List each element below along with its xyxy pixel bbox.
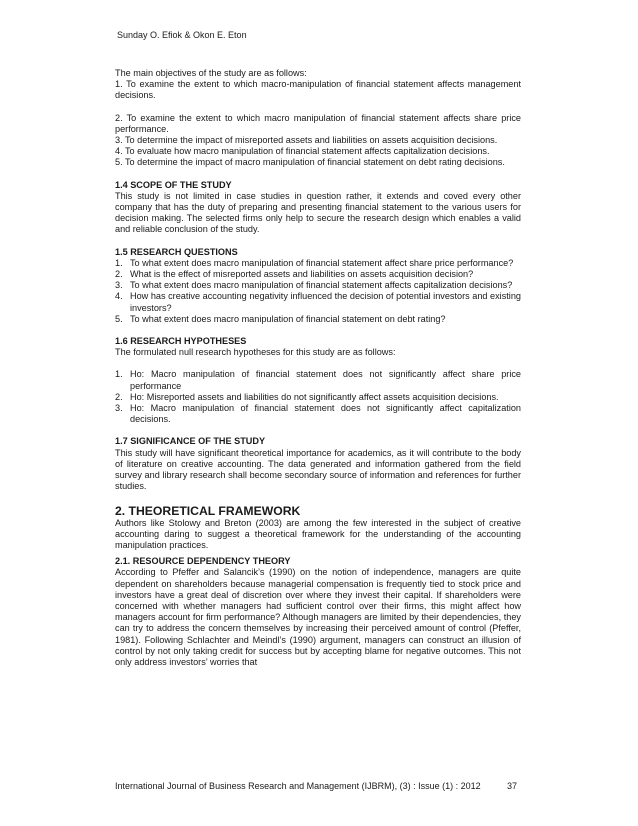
list-item-text: To what extent does macro manipulation of financial statement on debt rating?: [130, 313, 446, 324]
resource-text: According to Pfeffer and Salancik’s (1990) on the notion of independence, managers are quite dependent on shareholders because managerial compensation is frequently tied to stock price and investors have a great deal of discretion over where they invest their capital. If shareholders were concerned with whether managers had sufficient control over their firms, this might affect how managers account for firm performance? Although managers are limited by their dependencies, they can try to address the concern themselves by increasing their perceived amount of control (Pfeffer, 1981). Following Schlachter and Meindl’s (1990) argument, managers can construct an illusion of control by not only taking credit for success but by accepting blame for negative outcomes. This not only address investors’ worries that: [115, 567, 521, 667]
list-item-text: Ho: Misreported assets and liabilities do not significantly affect assets acquisition decisions.: [130, 391, 499, 402]
list-number: 2.: [115, 269, 123, 280]
list-number: 1.: [115, 369, 123, 380]
list-item: [115, 369, 521, 391]
hypotheses-heading: 1.6 RESEARCH HYPOTHESES: [115, 336, 247, 347]
hypotheses-intro: The formulated null research hypotheses for this study are as follows:: [115, 347, 396, 358]
objective-4: 4. To evaluate how macro manipulation of financial statement affects capitalization decisions.: [115, 146, 490, 157]
list-item: [115, 314, 521, 325]
significance-text: This study will have significant theoretical importance for academics, as it will contribute to the body of literature on creative accounting. The data generated and information gathered from the field survey and library research shall become secondary source of information and references for further studies.: [115, 447, 521, 492]
list-item: [115, 269, 521, 280]
list-item-text: Ho: Macro manipulation of financial statement does not significantly affect share price performance: [130, 369, 521, 391]
objective-1: 1. To examine the extent to which macro-manipulation of financial statement affects management decisions.: [115, 79, 521, 101]
significance-heading: 1.7 SIGNIFICANCE OF THE STUDY: [115, 436, 266, 447]
list-number: 1.: [115, 257, 123, 268]
list-item-text: Ho: Macro manipulation of financial statement does not significantly affect capitalization decisions.: [130, 403, 521, 425]
running-header: Sunday O. Efiok & Okon E. Eton: [117, 30, 247, 40]
questions-list: [115, 258, 521, 325]
page-number: 37: [506, 781, 517, 791]
list-item-text: How has creative accounting negativity influenced the decision of potential investors and existing investors?: [130, 291, 521, 313]
list-number: 2.: [115, 391, 123, 402]
objective-5: 5. To determine the impact of macro manipulation of financial statement on debt rating decisions.: [115, 157, 505, 168]
list-item-text: What is the effect of misreported assets and liabilities on assets acquisition decision?: [130, 269, 474, 280]
resource-heading: 2.1. RESOURCE DEPENDENCY THEORY: [115, 556, 291, 567]
list-number: 4.: [115, 291, 123, 302]
list-item-text: To what extent does macro manipulation of financial statement affects capitalization decisions?: [130, 280, 513, 291]
scope-heading: 1.4 SCOPE OF THE STUDY: [115, 179, 232, 190]
objective-2: 2. To examine the extent to which macro manipulation of financial statement affects share price performance.: [115, 112, 521, 134]
page-body: [115, 68, 521, 668]
list-item: [115, 291, 521, 313]
list-item: [115, 403, 521, 425]
objective-3: 3. To determine the impact of misreported assets and liabilities on assets acquisition decisions.: [115, 135, 498, 146]
list-number: 3.: [115, 280, 123, 291]
page-footer: [115, 781, 521, 791]
objectives-intro: The main objectives of the study are as follows:: [115, 68, 307, 78]
framework-heading: 2. THEORETICAL FRAMEWORK: [115, 503, 301, 518]
scope-text: This study is not limited in case studies in question rather, it extends and coved every other company that has the duty of preparing and presenting financial statement to the various users for decision making. The selected firms only help to secure the research design which enables a valid and reliable conclusion of the study.: [115, 190, 521, 235]
list-item-text: To what extent does macro manipulation of financial statement affect share price performance?: [130, 257, 514, 268]
list-number: 3.: [115, 403, 123, 414]
journal-citation: International Journal of Business Research and Management (IJBRM), (3) : Issue (1) : 2012: [115, 781, 481, 791]
hypotheses-list: [115, 369, 521, 425]
list-number: 5.: [115, 313, 123, 324]
list-item: [115, 280, 521, 291]
list-item: [115, 392, 521, 403]
questions-heading: 1.5 RESEARCH QUESTIONS: [115, 246, 238, 257]
list-item: [115, 258, 521, 269]
framework-text: Authors like Stolowy and Breton (2003) are among the few interested in the subject of creative accounting daring to suggest a theoretical framework for the understanding of the accounting manipulation practices.: [115, 517, 521, 550]
